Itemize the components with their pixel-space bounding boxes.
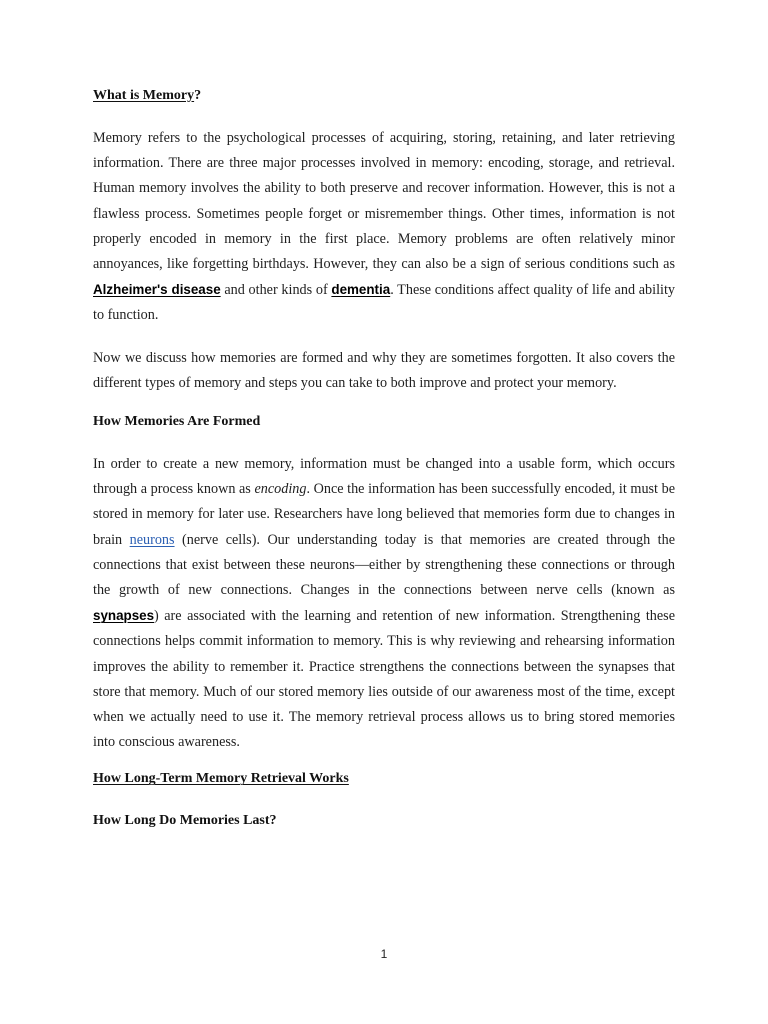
heading-how-memories-are-formed: How Memories Are Formed: [93, 414, 261, 430]
encoding-term: encoding: [254, 481, 307, 498]
paragraph-text: (nerve cells). Our understanding today is that memories are created through the connections that exist between these neurons—either by strengthening these connections or through the growth of new connections. Changes in the connections between nerve cells (known as: [93, 531, 675, 599]
heading-question-mark: ?: [194, 88, 202, 103]
heading-what-is-memory: [93, 86, 675, 106]
document-page: [93, 86, 675, 852]
heading-how-long-memories-last: How Long Do Memories Last?: [93, 813, 277, 829]
neurons-link[interactable]: neurons: [129, 531, 175, 548]
paragraph-memory-formation: [93, 452, 675, 755]
heading-long-term-retrieval: How Long-Term Memory Retrieval Works: [93, 771, 349, 787]
heading-what-is-memory-text: What is Memory: [93, 88, 195, 103]
paragraph-text: In order to create a new memory, information must be changed into a usable form, which occurs through a process known as: [93, 456, 675, 498]
dementia-link[interactable]: dementia: [331, 282, 391, 298]
paragraph-text: . Once the information has been successfully encoded, it must be stored in memory for later use. Researchers have long believed that memories form due to changes in brain: [93, 481, 675, 548]
paragraph-text: Memory refers to the psychological processes of acquiring, storing, retaining, and later retrieving information. There are three major processes involved in memory: encoding, storage, and retrieval. Human memory involves the ability to both preserve and recover information. However, this is not a flawless process. Sometimes people forget or misremember things. Other times, information is not properly encoded in memory in the first place. Memory problems are often relatively minor annoyances, like forgetting birthdays. However, they can also be a sign of serious conditions such as: [93, 130, 675, 273]
paragraph-memory-definition: [93, 126, 675, 329]
page-number: 1: [380, 947, 388, 961]
paragraph-text: ) are associated with the learning and retention of new information. Strengthening these connections helps commit information to memory. This is why reviewing and rehearsing information improves the ability to remember it. Practice strengthens the connections between the synapses that store that memory. Much of our stored memory lies outside of our awareness most of the time, except when we actually need to use it. The memory retrieval process allows us to bring stored memories into conscious awareness.: [93, 608, 675, 751]
paragraph-text: and other kinds of: [220, 282, 332, 299]
paragraph-text: . These conditions affect quality of life and ability to function.: [93, 282, 675, 324]
synapses-link[interactable]: synapses: [93, 608, 155, 624]
alzheimers-disease-link[interactable]: Alzheimer's disease: [93, 282, 221, 298]
paragraph-overview: Now we discuss how memories are formed and why they are sometimes forgotten. It also covers the different types of memory and steps you can take to both improve and protect your memory.: [93, 349, 675, 391]
